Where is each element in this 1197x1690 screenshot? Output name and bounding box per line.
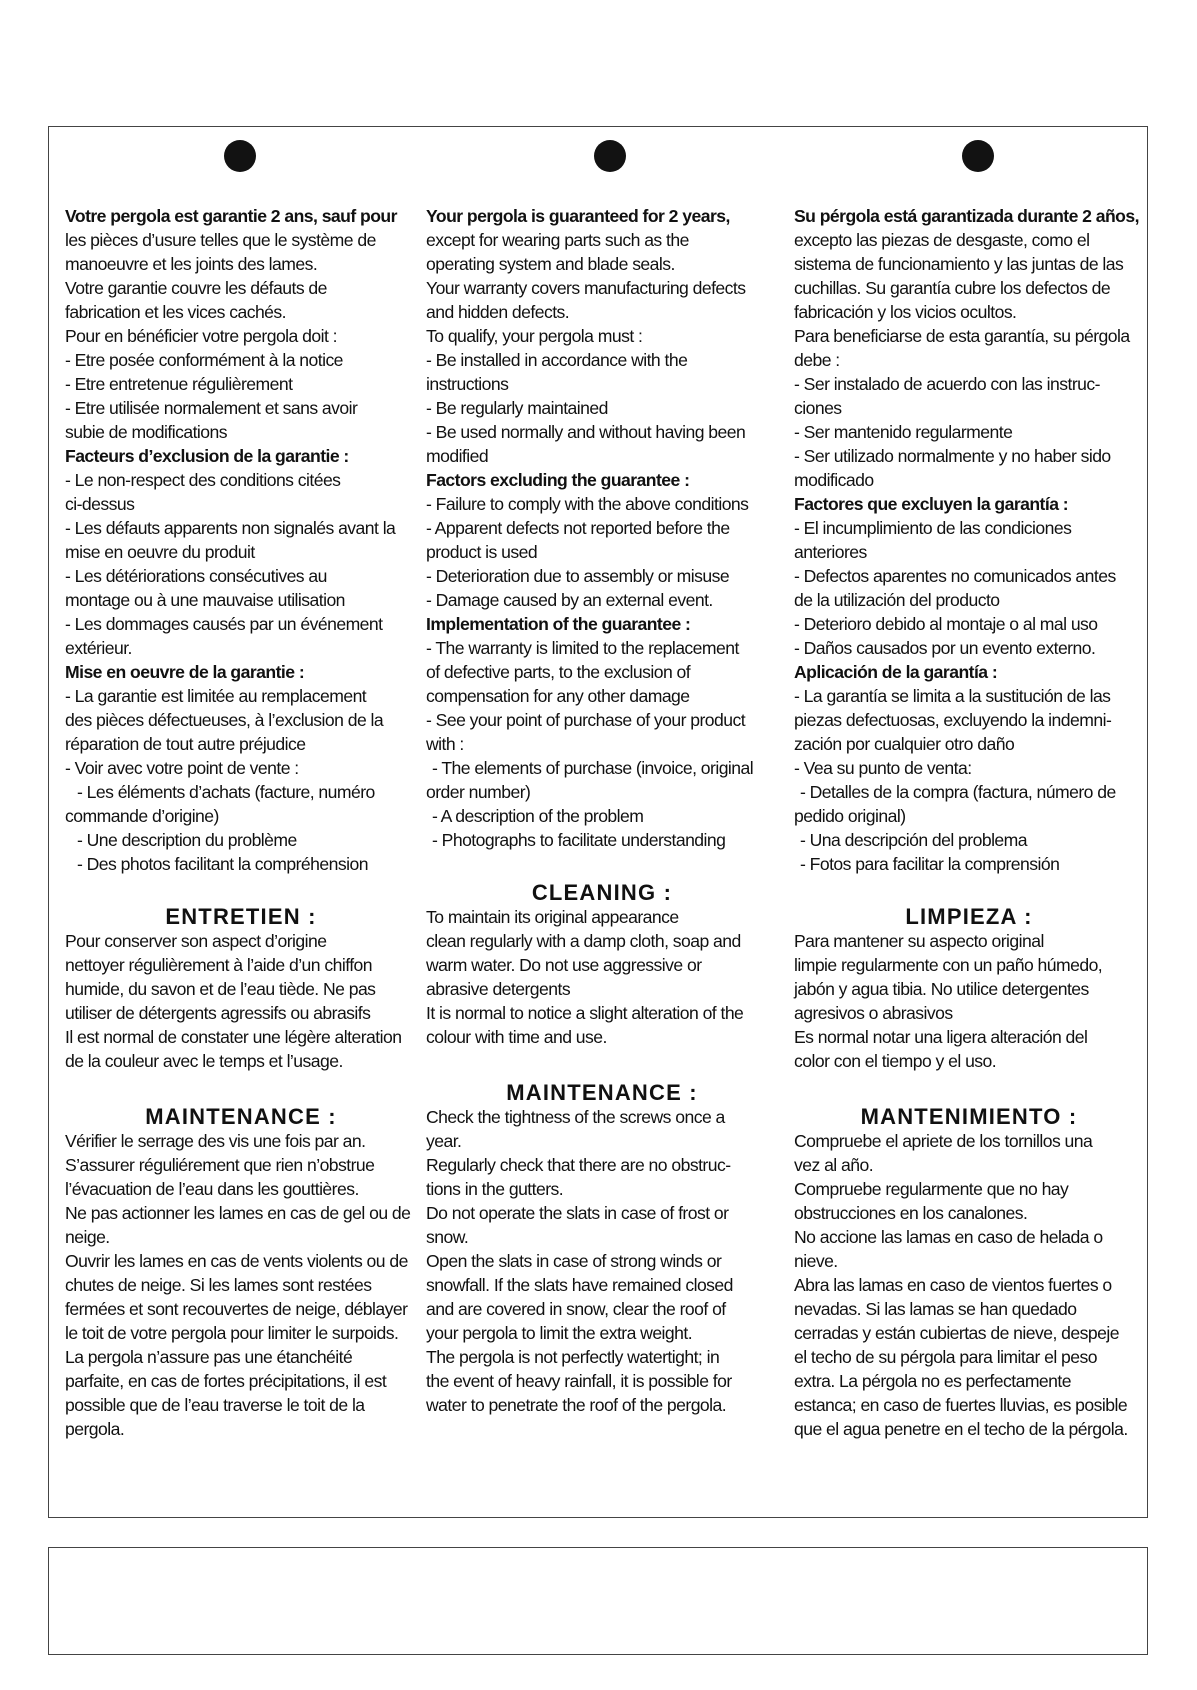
text-line: - Ser instalado de acuerdo con las instruc- [794, 374, 1100, 394]
text-line: the event of heavy rainfall, it is possible for [426, 1371, 732, 1391]
text-line: - Une description du problème [77, 830, 297, 850]
text-line: Check the tightness of the screws once a [426, 1107, 725, 1127]
text-line: utiliser de détergents agressifs ou abrasifs [65, 1003, 371, 1023]
french-maintenance-heading: MAINTENANCE : [145, 1104, 337, 1129]
text-line: estanca; en caso de fuertes lluvias, es posible [794, 1395, 1128, 1415]
text-line: - See your point of purchase of your product [426, 710, 746, 730]
text-line: To maintain its original appearance [426, 907, 679, 927]
text-line: tions in the gutters. [426, 1179, 564, 1199]
text-line: Facteurs d’exclusion de la garantie : [65, 446, 349, 466]
text-line: zación por cualquier otro daño [794, 734, 1015, 754]
text-line: Para beneficiarse de esta garantía, su pérgola [794, 326, 1130, 346]
text-line: - Deterioration due to assembly or misuse [426, 566, 730, 586]
text-line: - La garantie est limitée au remplacement [65, 686, 367, 706]
warranty-panel [48, 126, 1148, 1518]
text-line: abrasive detergents [426, 979, 571, 999]
text-line: - Voir avec votre point de vente : [65, 758, 299, 778]
text-line: Regularly check that there are no obstruc- [426, 1155, 731, 1175]
text-line: - Ser mantenido regularmente [794, 422, 1013, 442]
english-cleaning-text [426, 905, 778, 1049]
english-cleaning-heading: CLEANING : [531, 880, 673, 905]
text-line: - The elements of purchase (invoice, original [432, 758, 754, 778]
french-warranty-text [65, 204, 417, 876]
text-line: Ne pas actionner les lames en cas de gel ou de [65, 1203, 411, 1223]
text-line: vez al año. [794, 1155, 874, 1175]
english-maintenance-text [426, 1105, 778, 1417]
text-line: It is normal to notice a slight alteration of the [426, 1003, 744, 1023]
text-line: montage ou à une mauvaise utilisation [65, 590, 345, 610]
text-line: - Be installed in accordance with the [426, 350, 688, 370]
text-line: que el agua penetre en el techo de la pérgola. [794, 1419, 1128, 1439]
text-line: de la utilización del producto [794, 590, 1000, 610]
text-line: Pour conserver son aspect d’origine [65, 931, 327, 951]
text-line: - Etre posée conformément à la notice [65, 350, 343, 370]
french-cleaning-text [65, 929, 417, 1073]
text-line: Es normal notar una ligera alteración del [794, 1027, 1088, 1047]
text-line: water to penetrate the roof of the pergola. [426, 1395, 727, 1415]
text-line: ci-dessus [65, 494, 135, 514]
text-line: S’assurer réguliérement que rien n’obstrue [65, 1155, 375, 1175]
english-maintenance-section [426, 1081, 778, 1417]
text-line: Il est normal de constater une légère alteration [65, 1027, 402, 1047]
text-line: - Defectos aparentes no comunicados antes [794, 566, 1116, 586]
text-line: de la couleur avec le temps et l’usage. [65, 1051, 343, 1071]
text-line: - The warranty is limited to the replacement [426, 638, 739, 658]
text-line: Pour en bénéficier votre pergola doit : [65, 326, 337, 346]
text-line: Compruebe el apriete de los tornillos una [794, 1131, 1093, 1151]
text-line: - Les éléments d’achats (facture, numéro [77, 782, 375, 802]
text-line: subie de modifications [65, 422, 227, 442]
text-line: humide, du savon et de l’eau tiède. Ne pas [65, 979, 376, 999]
text-line: Mise en oeuvre de la garantie : [65, 662, 305, 682]
french-flag-marker [224, 140, 256, 172]
text-line: - Detalles de la compra (factura, número de [800, 782, 1116, 802]
text-line: Factores que excluyen la garantía : [794, 494, 1069, 514]
text-line: Your warranty covers manufacturing defects [426, 278, 746, 298]
text-line: warm water. Do not use aggressive or [426, 955, 702, 975]
text-line: manoeuvre et les joints des lames. [65, 254, 318, 274]
text-line: réparation de tout autre préjudice [65, 734, 306, 754]
text-line: ciones [794, 398, 842, 418]
spanish-cleaning-section [794, 905, 1144, 1073]
text-line: product is used [426, 542, 538, 562]
text-line: color con el tiempo y el uso. [794, 1051, 997, 1071]
text-line: neige. [65, 1227, 110, 1247]
text-line: el techo de su pérgola para limitar el peso [794, 1347, 1098, 1367]
text-line: La pergola n’assure pas une étanchéité [65, 1347, 353, 1367]
text-line: pergola. [65, 1419, 125, 1439]
text-line: - Les détériorations consécutives au [65, 566, 327, 586]
text-line: - Damage caused by an external event. [426, 590, 713, 610]
text-line: - A description of the problem [432, 806, 644, 826]
text-line: - Be used normally and without having been [426, 422, 746, 442]
text-line: except for wearing parts such as the [426, 230, 689, 250]
text-line: sistema de funcionamiento y las juntas de las [794, 254, 1124, 274]
text-line: jabón y agua tibia. No utilice detergentes [794, 979, 1089, 999]
text-line: - Photographs to facilitate understanding [432, 830, 726, 850]
text-line: - El incumplimiento de las condiciones [794, 518, 1072, 538]
text-line: snowfall. If the slats have remained closed [426, 1275, 733, 1295]
spanish-warranty-text [794, 204, 1144, 876]
text-line: - Les dommages causés par un événement [65, 614, 383, 634]
text-line: pedido original) [794, 806, 906, 826]
text-line: instructions [426, 374, 509, 394]
text-line: Compruebe regularmente que no hay [794, 1179, 1069, 1199]
english-flag-marker [594, 140, 626, 172]
text-line: piezas defectuosas, excluyendo la indemni- [794, 710, 1112, 730]
text-line: - Failure to comply with the above conditions [426, 494, 749, 514]
spanish-maintenance-section [794, 1105, 1144, 1441]
text-line: commande d’origine) [65, 806, 219, 826]
text-line: agresivos o abrasivos [794, 1003, 953, 1023]
text-line: cerradas y están cubiertas de nieve, despeje [794, 1323, 1119, 1343]
text-line: des pièces défectueuses, à l’exclusion de la [65, 710, 384, 730]
text-line: - La garantía se limita a la sustitución de las [794, 686, 1111, 706]
french-maintenance-text [65, 1129, 417, 1441]
text-line: clean regularly with a damp cloth, soap and [426, 931, 741, 951]
text-line: your pergola to limit the extra weight. [426, 1323, 693, 1343]
text-line: Factors excluding the guarantee : [426, 470, 690, 490]
text-line: limpie regularmente con un paño húmedo, [794, 955, 1103, 975]
text-line: fabricación y los vicios ocultos. [794, 302, 1017, 322]
text-line: l’évacuation de l’eau dans les gouttières. [65, 1179, 359, 1199]
text-line: - Le non-respect des conditions citées [65, 470, 341, 490]
text-line: cuchillas. Su garantía cubre los defectos de [794, 278, 1111, 298]
text-line: - Etre entretenue régulièrement [65, 374, 293, 394]
text-line: - Be regularly maintained [426, 398, 608, 418]
text-line: excepto las piezas de desgaste, como el [794, 230, 1090, 250]
text-line: - Des photos facilitant la compréhension [77, 854, 368, 874]
text-line: nieve. [794, 1251, 838, 1271]
text-line: Abra las lamas en caso de vientos fuertes o [794, 1275, 1112, 1295]
english-maintenance-heading: MAINTENANCE : [506, 1080, 698, 1105]
text-line: modified [426, 446, 489, 466]
text-line: Votre garantie couvre les défauts de [65, 278, 327, 298]
text-line: colour with time and use. [426, 1027, 607, 1047]
text-line: - Fotos para facilitar la comprensión [800, 854, 1060, 874]
text-line: - Apparent defects not reported before the [426, 518, 730, 538]
text-line: Su pérgola está garantizada durante 2 años, [794, 206, 1139, 226]
text-line: - Deterioro debido al montaje o al mal uso [794, 614, 1098, 634]
text-line: obstrucciones en los canalones. [794, 1203, 1028, 1223]
text-line: snow. [426, 1227, 469, 1247]
text-line: le toit de votre pergola pour limiter le surpoids. [65, 1323, 399, 1343]
text-line: - Daños causados por un evento externo. [794, 638, 1096, 658]
text-line: anteriores [794, 542, 867, 562]
spanish-cleaning-text [794, 929, 1144, 1073]
text-line: debe : [794, 350, 840, 370]
text-line: possible que de l’eau traverse le toit de la [65, 1395, 365, 1415]
text-line: les pièces d’usure telles que le système de [65, 230, 376, 250]
text-line: Implementation of the guarantee : [426, 614, 691, 634]
text-line: operating system and blade seals. [426, 254, 675, 274]
text-line: of defective parts, to the exclusion of [426, 662, 691, 682]
text-line: - Les défauts apparents non signalés avant la [65, 518, 396, 538]
text-line: extérieur. [65, 638, 132, 658]
text-line: Votre pergola est garantie 2 ans, sauf pour [65, 206, 397, 226]
spanish-cleaning-heading: LIMPIEZA : [905, 904, 1033, 929]
spanish-maintenance-heading: MANTENIMIENTO : [860, 1104, 1078, 1129]
text-line: nevadas. Si las lamas se han quedado [794, 1299, 1077, 1319]
text-line: chutes de neige. Si les lames sont restées [65, 1275, 372, 1295]
spanish-flag-marker [962, 140, 994, 172]
french-cleaning-section [65, 905, 417, 1073]
text-line: Ouvrir les lames en cas de vents violents ou de [65, 1251, 408, 1271]
text-line: extra. La pérgola no es perfectamente [794, 1371, 1071, 1391]
text-line: No accione las lamas en caso de helada o [794, 1227, 1103, 1247]
english-warranty-text [426, 204, 778, 852]
text-line: Aplicación de la garantía : [794, 662, 998, 682]
text-line: Vérifier le serrage des vis une fois par an. [65, 1131, 366, 1151]
text-line: nettoyer régulièrement à l’aide d’un chiffon [65, 955, 373, 975]
text-line: mise en oeuvre du produit [65, 542, 255, 562]
text-line: compensation for any other damage [426, 686, 690, 706]
text-line: - Ser utilizado normalmente y no haber sido [794, 446, 1111, 466]
text-line: Open the slats in case of strong winds or [426, 1251, 722, 1271]
text-line: order number) [426, 782, 531, 802]
english-cleaning-section [426, 881, 778, 1049]
text-line: To qualify, your pergola must : [426, 326, 643, 346]
text-line: Do not operate the slats in case of frost or [426, 1203, 729, 1223]
text-line: - Etre utilisée normalement et sans avoir [65, 398, 358, 418]
text-line: fermées et sont recouvertes de neige, déblayer [65, 1299, 408, 1319]
footer-box [48, 1547, 1148, 1655]
text-line: - Una descripción del problema [800, 830, 1028, 850]
text-line: and are covered in snow, clear the roof of [426, 1299, 726, 1319]
text-line: fabrication et les vices cachés. [65, 302, 287, 322]
text-line: The pergola is not perfectly watertight; in [426, 1347, 720, 1367]
text-line: parfaite, en cas de fortes précipitations, il est [65, 1371, 387, 1391]
text-line: - Vea su punto de venta: [794, 758, 972, 778]
spanish-maintenance-text [794, 1129, 1144, 1441]
text-line: year. [426, 1131, 462, 1151]
french-cleaning-heading: ENTRETIEN : [165, 904, 317, 929]
french-maintenance-section [65, 1105, 417, 1441]
text-line: modificado [794, 470, 874, 490]
text-line: and hidden defects. [426, 302, 570, 322]
text-line: Para mantener su aspecto original [794, 931, 1044, 951]
text-line: Your pergola is guaranteed for 2 years, [426, 206, 730, 226]
text-line: with : [426, 734, 464, 754]
